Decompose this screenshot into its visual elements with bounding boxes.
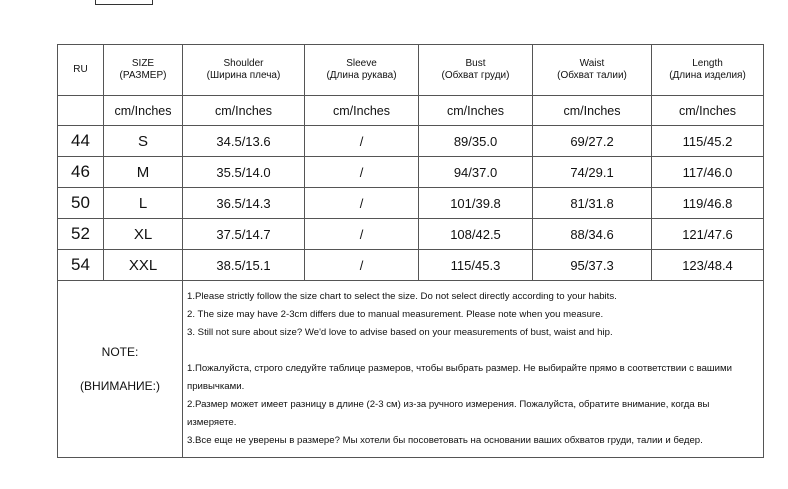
- cell-size: XXL: [104, 250, 183, 281]
- cell-shoulder: 35.5/14.0: [183, 157, 305, 188]
- header-sleeve: Sleeve (Длина рукава): [305, 45, 419, 96]
- table-row: [58, 157, 764, 188]
- cell-sleeve: /: [305, 126, 419, 157]
- cell-bust: 108/42.5: [419, 219, 533, 250]
- cell-waist: 88/34.6: [533, 219, 652, 250]
- units-ru-cell: [58, 96, 104, 126]
- unit-waist: cm/Inches: [533, 96, 652, 126]
- table-row: [58, 188, 764, 219]
- cell-bust: 94/37.0: [419, 157, 533, 188]
- cell-bust: 101/39.8: [419, 188, 533, 219]
- cell-sleeve: /: [305, 219, 419, 250]
- cell-sleeve: /: [305, 157, 419, 188]
- cell-size: L: [104, 188, 183, 219]
- cell-waist: 74/29.1: [533, 157, 652, 188]
- cell-sleeve: /: [305, 188, 419, 219]
- note-row: [58, 281, 764, 458]
- header-length: Length (Длина изделия): [652, 45, 764, 96]
- note-ru-3: 3.Все еще не уверены в размере? Мы хотели бы посоветовать на основании ваших обхватов груди, талии и бедер.: [187, 435, 703, 446]
- unit-shoulder: cm/Inches: [183, 96, 305, 126]
- cell-length: 121/47.6: [652, 219, 764, 250]
- cell-size: XL: [104, 219, 183, 250]
- cell-length: 119/46.8: [652, 188, 764, 219]
- note-label-cell: [58, 281, 183, 458]
- cell-length: 123/48.4: [652, 250, 764, 281]
- header-row: [58, 45, 764, 96]
- top-frame-fragment: [95, 0, 153, 5]
- cell-ru: 46: [58, 157, 104, 188]
- cell-waist: 81/31.8: [533, 188, 652, 219]
- cell-ru: 50: [58, 188, 104, 219]
- note-ru-1: 1.Пожалуйста, строго следуйте таблице размеров, чтобы выбрать размер. Не выбирайте прямо в соответствии с вашими привычками.: [187, 363, 732, 392]
- cell-length: 115/45.2: [652, 126, 764, 157]
- cell-waist: 69/27.2: [533, 126, 652, 157]
- note-ru-2: 2.Размер может имеет разницу в длине (2-3 см) из-за ручного измерения. Пожалуйста, обратите внимание, когда вы измеряете.: [187, 399, 710, 428]
- header-bust: Bust (Обхват груди): [419, 45, 533, 96]
- units-row: [58, 96, 764, 126]
- cell-shoulder: 34.5/13.6: [183, 126, 305, 157]
- size-chart-table: [57, 44, 764, 458]
- notes-cell: [183, 281, 764, 458]
- cell-size: S: [104, 126, 183, 157]
- cell-shoulder: 36.5/14.3: [183, 188, 305, 219]
- note-label: NOTE:: [101, 345, 139, 359]
- cell-length: 117/46.0: [652, 157, 764, 188]
- unit-length: cm/Inches: [652, 96, 764, 126]
- note-en-1: 1.Please strictly follow the size chart to select the size. Do not select directly according to your habits.: [187, 291, 617, 302]
- header-ru: RU: [58, 45, 104, 96]
- cell-ru: 54: [58, 250, 104, 281]
- unit-size: cm/Inches: [104, 96, 183, 126]
- unit-bust: cm/Inches: [419, 96, 533, 126]
- note-en-2: 2. The size may have 2-3cm differs due to manual measurement. Please note when you measure.: [187, 309, 604, 320]
- cell-waist: 95/37.3: [533, 250, 652, 281]
- note-label-ru: (ВНИМАНИЕ:): [80, 379, 160, 393]
- table-row: [58, 126, 764, 157]
- cell-ru: 52: [58, 219, 104, 250]
- cell-shoulder: 37.5/14.7: [183, 219, 305, 250]
- cell-bust: 115/45.3: [419, 250, 533, 281]
- note-en-3: 3. Still not sure about size? We'd love to advise based on your measurements of bust, waist and hip.: [187, 327, 613, 338]
- unit-sleeve: cm/Inches: [305, 96, 419, 126]
- header-waist: Waist (Обхват талии): [533, 45, 652, 96]
- cell-ru: 44: [58, 126, 104, 157]
- header-shoulder: Shoulder (Ширина плеча): [183, 45, 305, 96]
- cell-bust: 89/35.0: [419, 126, 533, 157]
- table-row: [58, 219, 764, 250]
- table-row: [58, 250, 764, 281]
- cell-sleeve: /: [305, 250, 419, 281]
- cell-shoulder: 38.5/15.1: [183, 250, 305, 281]
- cell-size: M: [104, 157, 183, 188]
- header-size: SIZE (РАЗМЕР): [104, 45, 183, 96]
